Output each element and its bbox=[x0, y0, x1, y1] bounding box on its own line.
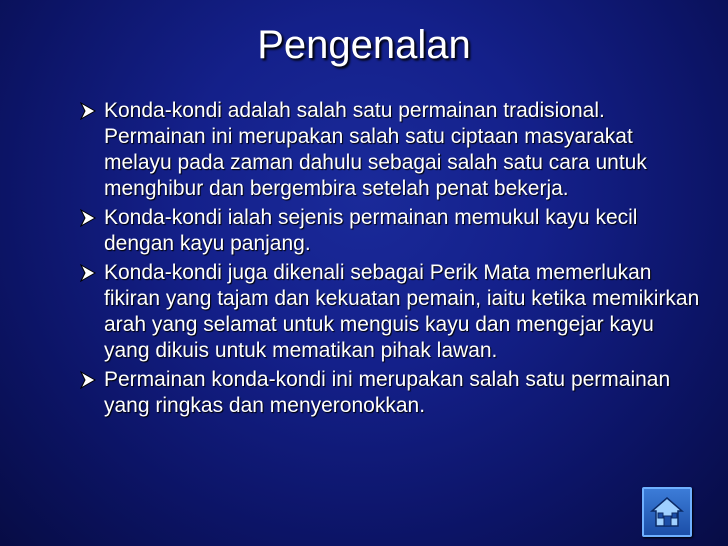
home-icon bbox=[649, 494, 685, 530]
arrow-bullet-icon bbox=[80, 264, 96, 282]
arrow-bullet-icon bbox=[80, 209, 96, 227]
slide-title: Pengenalan bbox=[257, 23, 471, 67]
bullet-text: Konda-kondi ialah sejenis permainan memukul kayu kecil dengan kayu panjang. bbox=[104, 206, 638, 255]
bullet-text: Konda-kondi adalah salah satu permainan tradisional. Permainan ini merupakan salah satu ciptaan masyarakat melayu pada zaman dahulu sebagai salah satu cara untuk menghibur dan bergembira setelah penat bekerja. bbox=[104, 99, 647, 200]
bullet-item bbox=[80, 367, 700, 419]
bullet-item bbox=[80, 260, 700, 364]
bullet-list bbox=[80, 98, 700, 422]
bullet-text: Permainan konda-kondi ini merupakan salah satu permainan yang ringkas dan menyeronokkan. bbox=[104, 368, 671, 417]
bullet-text: Konda-kondi juga dikenali sebagai Perik Mata memerlukan fikiran yang tajam dan kekuatan pemain, iaitu ketika memikirkan arah yang selamat untuk menguis kayu dan mengejar kayu yang dikuis untuk mematikan pihak lawan. bbox=[104, 261, 700, 362]
bullet-item bbox=[80, 205, 700, 257]
home-button[interactable] bbox=[642, 487, 692, 537]
arrow-bullet-icon bbox=[80, 371, 96, 389]
arrow-bullet-icon bbox=[80, 102, 96, 120]
bullet-item bbox=[80, 98, 700, 202]
